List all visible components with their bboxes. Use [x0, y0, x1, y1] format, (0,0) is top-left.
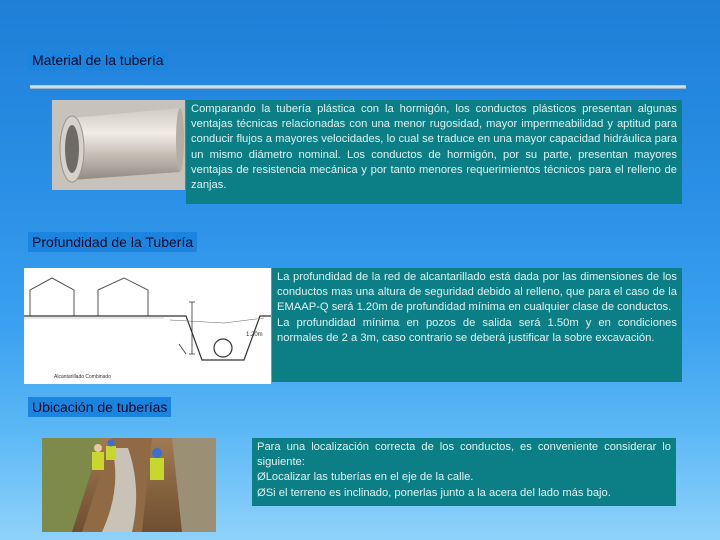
ubicacion-item-2-text: Si el terreno es inclinado, ponerlas junto a la acera del lado más bajo.	[265, 486, 611, 499]
bullet-icon: Ø	[257, 471, 266, 484]
profundidad-text	[272, 268, 682, 382]
workers-photo	[42, 438, 216, 532]
trench-diagram	[24, 268, 271, 384]
section-divider	[30, 85, 686, 89]
pipe-image	[52, 100, 185, 190]
profundidad-paragraph-1: La profundidad de la red de alcantarillado está dada por las dimensiones de los conductos mas una altura de seguridad debido al relleno, que para el caso de la EMAAP-Q será 1.20m de profundidad mínima en cualquier clase de conductos.	[277, 271, 677, 314]
ubicacion-intro: Para una localización correcta de los conductos, es conveniente considerar lo siguiente:	[257, 441, 671, 469]
bullet-icon: Ø	[257, 486, 266, 499]
diagram-caption: Alcantarillado Combinado	[54, 374, 111, 380]
ubicacion-text	[252, 438, 676, 506]
ubicacion-item-1-text: Localizar las tuberías en el eje de la calle.	[265, 471, 474, 484]
ubicacion-item-1	[257, 470, 671, 485]
ubicacion-item-2	[257, 486, 671, 501]
diagram-depth-label: 1.20m	[246, 332, 263, 338]
material-text	[186, 100, 682, 204]
material-paragraph: Comparando la tubería plástica con la hormigón, los conductos plásticos presentan algunas ventajas técnicas relacionadas con una menor rugosidad, mayor impermeabilidad y aptitud para conducir flujos a mayores velocidades, lo cual se traduce en una mayor capacidad hidráulica para un mismo diámetro nominal. Los conductos de hormigón, por su parte, presentan mayores ventajas de resistencia mecánica y por tanto menores requerimientos técnicos para el relleno de zanjas.	[191, 103, 677, 192]
title-material: Material de la tubería	[28, 50, 168, 70]
profundidad-paragraph-2: La profundidad mínima en pozos de salida será 1.50m y en condiciones normales de 2 a 3m, caso contrario se deberá justificar la sobre excavación.	[277, 316, 677, 344]
title-profundidad: Profundidad de la Tubería	[28, 232, 197, 252]
title-ubicacion: Ubicación de tuberías	[28, 397, 171, 417]
